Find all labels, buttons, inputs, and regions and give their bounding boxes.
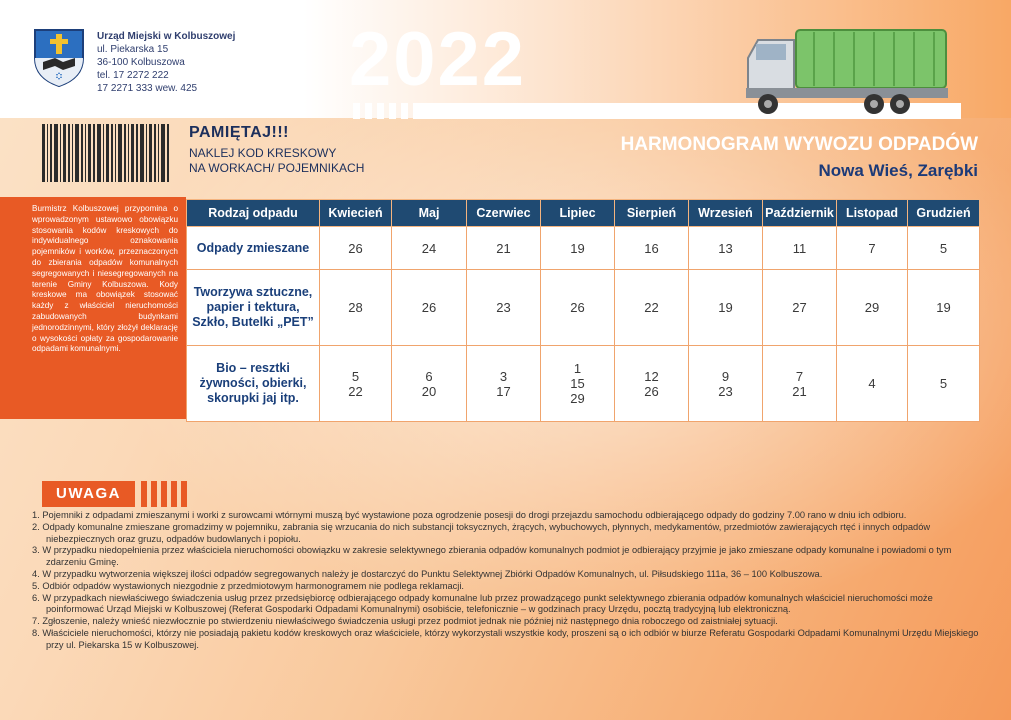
notes-list (32, 510, 987, 652)
date-cell (837, 227, 908, 270)
date-value: 23 (718, 383, 733, 399)
date-cell (467, 270, 541, 346)
table-row (187, 346, 980, 422)
date-cell (763, 346, 837, 422)
column-header: Grudzień (908, 200, 980, 227)
date-cell (615, 227, 689, 270)
waste-type-label: Tworzywa sztuczne, (193, 285, 313, 299)
date-cell (689, 227, 763, 270)
waste-type-cell (187, 227, 320, 270)
year-heading: 2022 (349, 17, 527, 102)
date-value: 11 (792, 240, 807, 256)
date-cell (908, 227, 980, 270)
barcode-info-note: Burmistrz Kolbuszowej przypomina o wprowadzonym ustawowo obowiązku stosowania kodów kreskowych do indywidualnego oznakowania pojemników i worków, przeznaczonych do zbierania odpadów komunalnych segregowanych i niesegregowanych na terenie Gminy Kolbuszowa. Kody kreskowe ma obowiązek stosować każdy z właściciel nieruchomości zabudowanych budynkami jednorodzinnymi, który złożył deklarację o wysokości opłaty za gospodarowanie odpadami komunalnymi. (0, 197, 186, 419)
date-value: 13 (718, 240, 733, 256)
date-value: 5 (939, 376, 948, 391)
date-cell (320, 227, 392, 270)
note-item: 1. Pojemniki z odpadami zmieszanymi i worki z surowcami wtórnymi muszą być wystawione poza ogrodzenie posesji do drogi przejazdu samochodu odbierającego odpady do godziny 7.00 rano w dniu ich odbioru. (32, 510, 907, 520)
date-cell (392, 346, 467, 422)
date-cell (615, 270, 689, 346)
date-value: 20 (421, 383, 437, 399)
date-value: 26 (570, 300, 585, 315)
date-value: 29 (864, 300, 880, 315)
table-header-row (187, 200, 980, 227)
date-value: 26 (348, 240, 363, 256)
date-value: 29 (570, 391, 585, 406)
date-cell (392, 270, 467, 346)
waste-type-cell (187, 346, 320, 422)
column-header: Kwiecień (320, 200, 392, 227)
date-cell (320, 346, 392, 422)
note-item: 4. W przypadku wytworzenia większej ilości odpadów segregowanych należy je dostarczyć do Punktu Selektywnej Zbiórki Odpadów Komunalnych, ul. Piłsudskiego 111a, 36 – 100 Kolbuszowa. (32, 568, 823, 579)
reminder-title: PAMIĘTAJ!!! (189, 124, 290, 141)
waste-type-label: Szkło, Butelki „PET” (192, 315, 314, 329)
date-cell (615, 346, 689, 422)
date-value: 26 (421, 300, 437, 315)
office-name: Urząd Miejski w Kolbuszowej (97, 31, 236, 42)
schedule-subtitle: Nowa Wieś, Zarębki (818, 161, 978, 180)
column-header: Lipiec (541, 200, 615, 227)
date-value: 23 (496, 300, 511, 315)
date-cell (837, 346, 908, 422)
column-header: Październik (763, 200, 837, 227)
column-header: Sierpień (615, 200, 689, 227)
date-value: 5 (351, 368, 360, 384)
date-cell (320, 270, 392, 346)
column-header: Czerwiec (467, 200, 541, 227)
date-value: 27 (792, 300, 807, 315)
date-value: 9 (721, 368, 730, 384)
note-item: 7. Zgłoszenie, należy wnieść niezwłocznie po stwierdzeniu niewłaściwego świadczenia usługi przez podmiot jednak nie później niż następnego dnia roboczego od zaistniałej sytuacji. (32, 616, 778, 627)
date-value: 1 (573, 361, 582, 376)
date-value: 19 (936, 300, 951, 315)
date-cell (392, 227, 467, 270)
column-header: Listopad (837, 200, 908, 227)
date-cell (689, 346, 763, 422)
warning-stripes (141, 481, 187, 507)
date-value: 7 (868, 240, 876, 256)
date-value: 3 (499, 368, 508, 384)
note-item: 6. W przypadkach niewłaściwego świadczenia usług przez przedsiębiorcę odbierającego odpady komunalne lub przez prowadzącego punkt selektywnego zbierania odpadów komunalnych właściciel nieruchomości może poinformować Urząd Miejski w Kolbuszowej (Referat Gospodarki Odpadami Komunalnymi) osobiście, telefonicznie – w godzinach pracy Urzędu, pocztą tradycyjną lub elektroniczną. (32, 592, 933, 615)
note-item: 2. Odpady komunalne zmieszane gromadzimy w pojemniku, zabrania się wrzucania do nich substancji toksycznych, żrących, wybuchowych, płynnych, medykamentów, przedmiotów zawierających rtęć i innych odpadów niebezpiecznych oraz gruzu, odpadów budowlanych i popiołu. (32, 521, 931, 544)
date-cell (908, 346, 980, 422)
barcode-icon (40, 122, 170, 184)
date-value: 26 (644, 383, 659, 399)
date-cell (541, 270, 615, 346)
date-value: 19 (570, 240, 585, 256)
date-value: 12 (644, 368, 659, 384)
schedule-title: HARMONOGRAM WYWOZU ODPADÓW (620, 134, 978, 155)
date-value: 5 (939, 240, 948, 256)
waste-type-cell (187, 270, 320, 346)
date-value: 22 (348, 383, 363, 399)
waste-type-label: skorupki jaj itp. (207, 391, 299, 405)
table-row (187, 227, 980, 270)
date-cell (763, 270, 837, 346)
coat-of-arms-icon (33, 28, 85, 88)
note-item: 5. Odbiór odpadów wystawionych niezgodnie z przedmiotowym harmonogramem nie podlega reklamacji. (32, 580, 465, 591)
collection-schedule-table (186, 199, 980, 422)
date-value: 7 (795, 368, 804, 384)
date-cell (763, 227, 837, 270)
date-value: 24 (421, 240, 437, 256)
column-header: Maj (392, 200, 467, 227)
date-cell (541, 227, 615, 270)
date-cell (467, 346, 541, 422)
column-header: Wrzesień (689, 200, 763, 227)
garbage-truck-icon (744, 24, 952, 120)
reminder-line-2: NA WORKACH/ POJEMNIKACH (189, 161, 365, 175)
column-header: Rodzaj odpadu (187, 200, 320, 227)
date-value: 19 (718, 300, 733, 315)
office-phone: tel. 17 2272 222 (97, 70, 169, 81)
date-value: 21 (496, 240, 511, 256)
waste-type-label: Odpady zmieszane (196, 240, 310, 255)
note-item: 8. Właściciele nieruchomości, którzy nie posiadają pakietu kodów kreskowych oraz właściciele, którzy wykorzystali wszystkie kody, proszeni są o ich odbiór w biurze Referatu Gospodarki Odpadami Komunalnymi Urzędu Miejskiego przy ul. Piekarska 15 w Kolbuszowej. (32, 627, 979, 650)
date-value: 16 (644, 240, 659, 256)
barcode-reminder (189, 124, 364, 176)
office-phone-extension: 17 2271 333 wew. 425 (97, 83, 198, 94)
date-value: 21 (792, 383, 807, 399)
office-address (97, 30, 235, 95)
date-cell (908, 270, 980, 346)
date-value: 15 (570, 376, 585, 391)
date-cell (541, 346, 615, 422)
date-value: 17 (496, 383, 511, 399)
warning-heading (42, 481, 187, 507)
waste-type-label: Bio – resztki (216, 361, 290, 375)
note-item: 3. W przypadku niedopełnienia przez właściciela nieruchomości obowiązku w zakresie selektywnego zbierania odpadów komunalnych podmiot je odbierający przyjmie je jako zmieszane odpady komunalne i powiadomi o tym zdarzeniu Gminę. (32, 545, 952, 568)
office-street: ul. Piekarska 15 (97, 44, 169, 55)
waste-type-label: żywności, obierki, (199, 376, 307, 390)
waste-type-label: papier i tektura, (206, 300, 300, 314)
office-city: 36-100 Kolbuszowa (97, 57, 185, 68)
date-value: 4 (868, 376, 876, 391)
date-value: 6 (425, 368, 433, 384)
table-row (187, 270, 980, 346)
date-cell (467, 227, 541, 270)
reminder-line-1: NAKLEJ KOD KRESKOWY (189, 146, 337, 160)
warning-label: UWAGA (42, 481, 135, 507)
date-value: 22 (644, 300, 659, 315)
date-value: 28 (348, 300, 363, 315)
date-cell (837, 270, 908, 346)
date-cell (689, 270, 763, 346)
